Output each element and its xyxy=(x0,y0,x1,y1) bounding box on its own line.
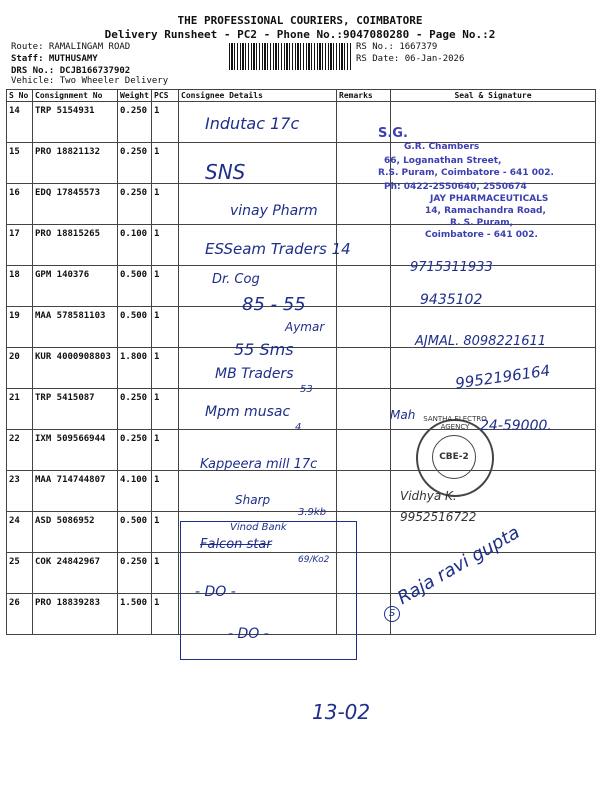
cell-remarks xyxy=(337,266,391,307)
cell-weight: 0.250 xyxy=(118,389,152,430)
stamp-line: 66, Loganathan Street, xyxy=(384,156,502,166)
handwriting-consignee: SNS xyxy=(205,160,246,184)
handwriting-page-note: 13-02 xyxy=(312,700,371,724)
cell-weight: 0.500 xyxy=(118,307,152,348)
cell-weight: 0.500 xyxy=(118,266,152,307)
table-row xyxy=(7,471,596,512)
cell-consignment: IXM 509566944 xyxy=(33,430,118,471)
cell-consignment: GPM 140376 xyxy=(33,266,118,307)
cell-remarks xyxy=(337,389,391,430)
cell-weight: 0.500 xyxy=(118,512,152,553)
handwriting-consignee: Dr. Cog xyxy=(212,272,260,287)
stamp-line: Ph: 0422-2550640, 2550674 xyxy=(384,182,527,192)
stamp-line: R. S. Puram, xyxy=(450,218,513,228)
stamp-line: JAY PHARMACEUTICALS xyxy=(430,194,549,204)
cell-pcs: 1 xyxy=(152,143,179,184)
cell-remarks xyxy=(337,307,391,348)
header-weight: Weight xyxy=(118,90,152,102)
cell-weight: 0.250 xyxy=(118,430,152,471)
handwriting-consignee: MB Traders xyxy=(215,366,294,382)
cell-consignment: TRP 5154931 xyxy=(33,102,118,143)
cell-weight: 1.500 xyxy=(118,594,152,635)
cell-pcs: 1 xyxy=(152,553,179,594)
table-header-row xyxy=(7,90,596,102)
signature-mark: Mah xyxy=(390,408,416,422)
handwriting-consignee: 85 - 55 xyxy=(242,294,306,315)
cell-pcs: 1 xyxy=(152,348,179,389)
handwriting-consignee: Kappeera mill 17c xyxy=(200,457,318,472)
cell-consignment: PRO 18839283 xyxy=(33,594,118,635)
handwriting-consignee: 55 Sms xyxy=(234,340,294,359)
cell-consignment: MAA 578581103 xyxy=(33,307,118,348)
handwriting-consignee: - DO - xyxy=(228,626,269,642)
cell-pcs: 1 xyxy=(152,184,179,225)
cell-pcs: 1 xyxy=(152,266,179,307)
rs-date: RS Date: 06-Jan-2026 xyxy=(356,54,465,64)
cell-pcs: 1 xyxy=(152,389,179,430)
handwriting-consignee: 3.9kb xyxy=(298,507,327,518)
cell-sno: 16 xyxy=(7,184,33,225)
cell-consignment: PRO 18815265 xyxy=(33,225,118,266)
pharmacy-stamp xyxy=(370,118,590,246)
cell-remarks xyxy=(337,471,391,512)
cell-remarks xyxy=(337,430,391,471)
cell-consignment: TRP 5415087 xyxy=(33,389,118,430)
cell-consignment: MAA 714744807 xyxy=(33,471,118,512)
handwriting-consignee: vinay Pharm xyxy=(230,203,318,219)
header-consignment: Consignment No xyxy=(33,90,118,102)
cell-weight: 0.250 xyxy=(118,184,152,225)
signature-mark: Raja ravi gupta xyxy=(393,522,524,609)
stamp-line: Coimbatore - 641 002. xyxy=(425,230,538,240)
cell-pcs: 1 xyxy=(152,225,179,266)
rs-number: RS No.: 1667379 xyxy=(356,42,438,52)
handwriting-consignee: 53 xyxy=(300,384,313,395)
seal-ring-text: SANTHA ELECTRO AGENCY xyxy=(423,415,487,431)
barcode xyxy=(229,43,351,70)
header-signature: Seal & Signature xyxy=(391,90,596,102)
cell-pcs: 1 xyxy=(152,430,179,471)
handwriting-consignee: 69/Ko2 xyxy=(298,555,330,565)
handwriting-consignee: 4 xyxy=(295,422,302,433)
stamp-line: G.R. Chambers xyxy=(404,142,480,152)
cell-pcs: 1 xyxy=(152,307,179,348)
cell-pcs: 1 xyxy=(152,471,179,512)
cell-sno: 18 xyxy=(7,266,33,307)
cell-pcs: 1 xyxy=(152,594,179,635)
cell-consignee xyxy=(179,143,337,184)
stamp-line: R.S. Puram, Coimbatore - 641 002. xyxy=(378,168,554,178)
header-remarks: Remarks xyxy=(337,90,391,102)
runsheet-subtitle: Delivery Runsheet - PC2 - Phone No.:9047080280 - Page No.:2 xyxy=(104,28,496,41)
drs-number: DRS No.: DCJB166737902 xyxy=(11,66,131,76)
cell-sno: 21 xyxy=(7,389,33,430)
cell-consignment: EDQ 17845573 xyxy=(33,184,118,225)
cell-weight: 4.100 xyxy=(118,471,152,512)
signature-name: Vidhya K. xyxy=(400,489,457,503)
handwriting-consignee: Mpm musac xyxy=(205,404,291,420)
route-text: Route: RAMALINGAM ROAD xyxy=(11,42,131,52)
cell-weight: 0.100 xyxy=(118,225,152,266)
signature-phone: 9952196164 xyxy=(454,361,552,393)
cell-weight: 0.250 xyxy=(118,553,152,594)
cell-sno: 17 xyxy=(7,225,33,266)
signature-phone: AJMAL. 8098221611 xyxy=(415,334,547,349)
cell-weight: 0.250 xyxy=(118,143,152,184)
stamp-line: S.G. xyxy=(378,126,408,141)
signature-circled-mark: S xyxy=(384,606,400,622)
cell-sno: 23 xyxy=(7,471,33,512)
handwriting-consignee: Vinod Bank xyxy=(230,522,287,533)
cell-weight: 0.250 xyxy=(118,102,152,143)
handwriting-consignee: Aymar xyxy=(285,320,325,334)
cell-sno: 24 xyxy=(7,512,33,553)
handwriting-consignee: Sharp xyxy=(235,493,271,507)
cell-sno: 19 xyxy=(7,307,33,348)
cell-pcs: 1 xyxy=(152,102,179,143)
cell-consignment: COK 24842967 xyxy=(33,553,118,594)
cell-consignment: PRO 18821132 xyxy=(33,143,118,184)
signature-phone: 9952516722 xyxy=(400,510,477,524)
vehicle-text: Vehicle: Two Wheeler Delivery xyxy=(11,76,169,86)
handwriting-consignee: Indutac 17c xyxy=(205,114,300,133)
cell-remarks xyxy=(337,348,391,389)
handwriting-consignee: - DO - xyxy=(195,584,236,600)
cell-sno: 22 xyxy=(7,430,33,471)
handwriting-consignee: ESSeam Traders 14 xyxy=(205,240,351,258)
cell-consignment: KUR 4000908803 xyxy=(33,348,118,389)
cell-signature xyxy=(391,594,596,635)
cell-sno: 14 xyxy=(7,102,33,143)
cell-sno: 26 xyxy=(7,594,33,635)
cell-weight: 1.800 xyxy=(118,348,152,389)
company-title: THE PROFESSIONAL COURIERS, COIMBATORE xyxy=(177,14,423,27)
cell-sno: 15 xyxy=(7,143,33,184)
cell-sno: 20 xyxy=(7,348,33,389)
header-consignee: Consignee Details xyxy=(179,90,337,102)
seal-center-text: CBE-2 xyxy=(432,435,476,479)
signature-phone: 9435102 xyxy=(420,292,483,308)
signature-phone: 9715311933 xyxy=(410,260,493,275)
cell-sno: 25 xyxy=(7,553,33,594)
stamp-line: 14, Ramachandra Road, xyxy=(425,206,546,216)
header-pcs: PCS xyxy=(152,90,179,102)
signature-phone: 24-59000. xyxy=(480,418,552,434)
handwriting-consignee: Falcon star xyxy=(200,537,272,552)
staff-text: Staff: MUTHUSAMY xyxy=(11,54,98,64)
cell-pcs: 1 xyxy=(152,512,179,553)
header-sno: S No xyxy=(7,90,33,102)
cell-consignment: ASD 5086952 xyxy=(33,512,118,553)
